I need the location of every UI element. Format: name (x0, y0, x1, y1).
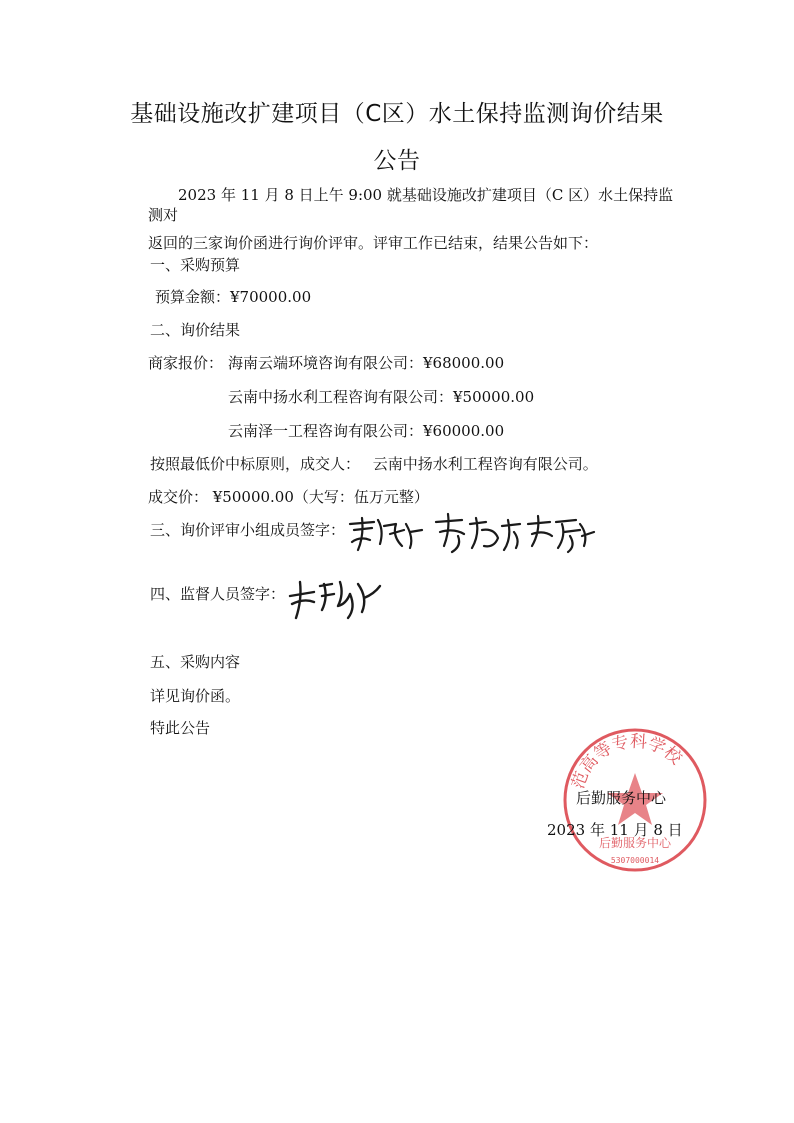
winner-name: 云南中扬水利工程咨询有限公司。 (372, 455, 598, 473)
quote-item: 云南中扬水利工程咨询有限公司：¥50000.00 (228, 388, 535, 406)
closing-statement: 特此公告 (150, 719, 211, 737)
supervisor-signature (284, 574, 384, 622)
document-title-line2: 公告 (373, 148, 421, 174)
document-title-line1: 基础设施改扩建项目（C区）水土保持监测询价结果 (130, 101, 664, 127)
section-results-heading: 二、询价结果 (150, 321, 241, 339)
quote-label: 商家报价： (148, 354, 224, 372)
deal-price: 成交价： ¥50000.00（大写：伍万元整） (148, 488, 429, 506)
signature-1 (350, 518, 422, 550)
winner-prefix: 按照最低价中标原则，成交人： (150, 455, 361, 473)
section-budget-heading: 一、采购预算 (150, 256, 241, 274)
seal-inner-text: 后勤服务中心 (598, 836, 672, 850)
issuer-name: 后勤服务中心 (576, 789, 667, 807)
intro-line-1: 2023 年 11 月 8 日上午 9:00 就基础设施改扩建项目（C 区）水土保持监测对 (148, 186, 674, 224)
content-detail: 详见询价函。 (150, 687, 241, 705)
section-review-signatures-heading: 三、询价评审小组成员签字： (150, 521, 346, 539)
seal-number: 5307000014 (610, 856, 660, 865)
winner-statement (150, 454, 598, 474)
reviewer-signatures (344, 510, 599, 558)
quote-item: 海南云端环境咨询有限公司：¥68000.00 (228, 354, 505, 372)
quote-item: 云南泽一工程咨询有限公司：¥60000.00 (228, 422, 505, 440)
section-supervisor-signature-heading: 四、监督人员签字： (150, 585, 286, 603)
section-content-heading: 五、采购内容 (150, 653, 241, 671)
intro-paragraph (148, 185, 678, 253)
budget-amount: 预算金额：¥70000.00 (155, 288, 312, 306)
issue-date: 2023 年 11 月 8 日 (547, 821, 683, 839)
seal-arc-text: 范高等专科学校 (568, 731, 686, 792)
signature-3 (528, 516, 594, 552)
intro-line-2: 返回的三家询价函进行询价评审。评审工作已结束，结果公告如下： (148, 234, 599, 252)
signature-2 (436, 514, 520, 552)
